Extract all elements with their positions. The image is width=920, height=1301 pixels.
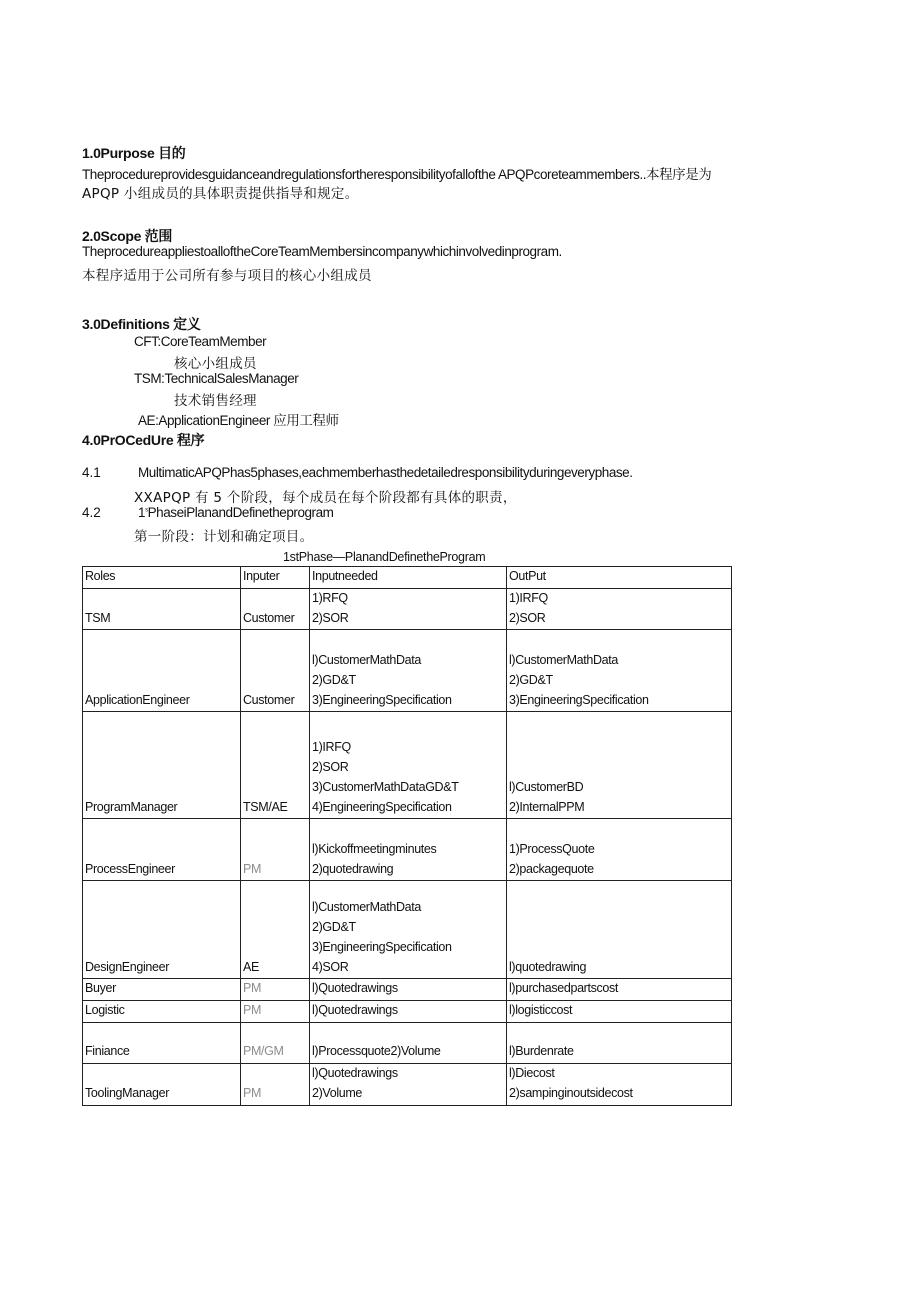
cell-line: l)CustomerMathData [509, 653, 619, 667]
item-4-2-text [138, 505, 333, 520]
table-row [83, 979, 732, 1001]
cell-line: 1)ProcessQuote [509, 841, 595, 856]
header-inputer: Inputer [241, 567, 310, 589]
definitions-heading: 3.0Definitions 定义 [82, 316, 201, 332]
table-row [83, 630, 732, 712]
definition-cft-zh: 核心小组成员 [174, 356, 257, 372]
cell-output [507, 881, 732, 979]
cell-output [507, 1063, 732, 1105]
table-row [83, 1022, 732, 1063]
cell-input-needed [310, 1063, 507, 1105]
cell-inputer: PM [241, 1001, 310, 1023]
cell-line: 1)IRFQ [312, 740, 351, 755]
cell-line: 2)packagequote [509, 861, 594, 876]
item-4-2-ordinal: 1 [138, 505, 146, 520]
cell-input-needed [310, 588, 507, 630]
cell-role: Finiance [83, 1022, 241, 1063]
cell-line: l)logisticcost [509, 1003, 573, 1018]
cell-line: l)CustomerMathData [312, 653, 422, 667]
cell-role: Buyer [83, 979, 241, 1001]
cell-output [507, 1022, 732, 1063]
cell-role: Logistic [83, 1001, 241, 1023]
cell-output [507, 712, 732, 819]
procedure-heading: 4.0PrOCedUre 程序 [82, 432, 205, 448]
table-header-row [83, 567, 732, 589]
cell-inputer: PM [241, 819, 310, 881]
item-4-1-number: 4.1 [82, 465, 101, 480]
item-4-1-text: MultimaticAPQPhas5phases,eachmemberhasthedetailedresponsibilityduringeveryphase. [138, 465, 633, 480]
cell-inputer: PM [241, 979, 310, 1001]
scope-text-line2: 本程序适用于公司所有参与项目的核心小组成员 [82, 268, 372, 284]
cell-line: l)Processquote2)Volume [312, 1044, 441, 1059]
cell-line: 2)SOR [312, 760, 349, 774]
cell-role: ToolingManager [83, 1063, 241, 1105]
cell-input-needed [310, 712, 507, 819]
cell-input-needed [310, 1001, 507, 1023]
cell-output [507, 588, 732, 630]
cell-inputer: TSM/AE [241, 712, 310, 819]
cell-role: ProgramManager [83, 712, 241, 819]
definition-cft: CFT:CoreTeamMember [134, 334, 267, 349]
cell-line: 4)EngineeringSpecification [312, 799, 452, 814]
definition-tsm: TSM:TechnicalSalesManager [134, 371, 299, 386]
item-4-2-superscript: s [145, 507, 148, 514]
header-input-needed: Inputneeded [310, 567, 507, 589]
cell-inputer: AE [241, 881, 310, 979]
scope-text-line1: TheprocedureappliestoalloftheCoreTeamMembersincompanywhichinvolvedinprogram. [82, 244, 562, 259]
cell-line: 3)EngineeringSpecification [312, 692, 452, 707]
table-row [83, 819, 732, 881]
cell-line: 1)IRFQ [509, 590, 548, 605]
phase1-table [82, 566, 732, 1106]
cell-output [507, 630, 732, 712]
cell-line: l)CustomerBD [509, 779, 584, 794]
cell-input-needed [310, 881, 507, 979]
cell-inputer: PM/GM [241, 1022, 310, 1063]
cell-line: l)Kickoffmeetingminutes [312, 841, 437, 856]
cell-line: 2)GD&T [312, 672, 356, 687]
cell-inputer: Customer [241, 630, 310, 712]
cell-line: 3)CustomerMathDataGD&T [312, 779, 459, 794]
cell-line: l)Quotedrawings [312, 1066, 398, 1081]
cell-line: 3)EngineeringSpecification [509, 692, 649, 707]
cell-role: ApplicationEngineer [83, 630, 241, 712]
cell-line: 2)SOR [509, 610, 546, 625]
cell-role: TSM [83, 588, 241, 630]
purpose-text-line2: APQP 小组成员的具体职责提供指导和规定。 [82, 186, 359, 202]
purpose-heading: 1.0Purpose 目的 [82, 145, 186, 161]
cell-input-needed [310, 1022, 507, 1063]
item-4-1-zh: XXAPQP 有 5 个阶段，每个成员在每个阶段都有具体的职责， [134, 490, 517, 506]
definition-tsm-zh: 技术销售经理 [174, 393, 257, 409]
purpose-text-line1: Theprocedureprovidesguidanceandregulationsfortheresponsibilityofallofthe APQPcoreteammembers..本程序是为 [82, 167, 712, 182]
cell-line: 2)GD&T [509, 672, 553, 687]
cell-line: 2)Volume [312, 1086, 363, 1101]
cell-output [507, 819, 732, 881]
item-4-2-zh: 第一阶段：计划和确定项目。 [134, 529, 314, 545]
item-4-2-title: PhaseiPlanandDefinetheprogram [147, 505, 334, 520]
cell-inputer: Customer [241, 588, 310, 630]
table-caption: 1stPhase—PlanandDefinetheProgram [283, 550, 486, 564]
cell-line: 2)sampinginoutsidecost [509, 1086, 633, 1101]
table-row [83, 881, 732, 979]
cell-line: 2)SOR [312, 610, 349, 625]
cell-role: ProcessEngineer [83, 819, 241, 881]
cell-role: DesignEngineer [83, 881, 241, 979]
cell-input-needed [310, 819, 507, 881]
header-roles: Roles [83, 567, 241, 589]
cell-line: 1)RFQ [312, 590, 348, 605]
cell-line: 4)SOR [312, 959, 349, 974]
scope-heading: 2.0Scope 范围 [82, 228, 173, 244]
cell-input-needed [310, 979, 507, 1001]
table-row [83, 712, 732, 819]
cell-line: l)purchasedpartscost [509, 981, 619, 996]
cell-line: l)Quotedrawings [312, 981, 398, 996]
header-output: OutPut [507, 567, 732, 589]
table-row [83, 1063, 732, 1105]
cell-output [507, 979, 732, 1001]
table-row [83, 588, 732, 630]
cell-inputer: PM [241, 1063, 310, 1105]
cell-line: l)Burdenrate [509, 1044, 574, 1059]
cell-line: l)Quotedrawings [312, 1003, 398, 1018]
cell-line: 2)InternalPPM [509, 799, 585, 814]
table-row [83, 1001, 732, 1023]
item-4-2-number: 4.2 [82, 505, 101, 520]
cell-line: l)Diecost [509, 1066, 555, 1081]
cell-line: l)CustomerMathData [312, 900, 422, 915]
cell-input-needed [310, 630, 507, 712]
cell-line: 2)quotedrawing [312, 861, 394, 876]
cell-line: 2)GD&T [312, 920, 356, 934]
cell-line: l)quotedrawing [509, 959, 587, 974]
cell-output [507, 1001, 732, 1023]
definition-ae: AE:ApplicationEngineer 应用工程师 [138, 413, 339, 428]
cell-line: 3)EngineeringSpecification [312, 939, 452, 954]
